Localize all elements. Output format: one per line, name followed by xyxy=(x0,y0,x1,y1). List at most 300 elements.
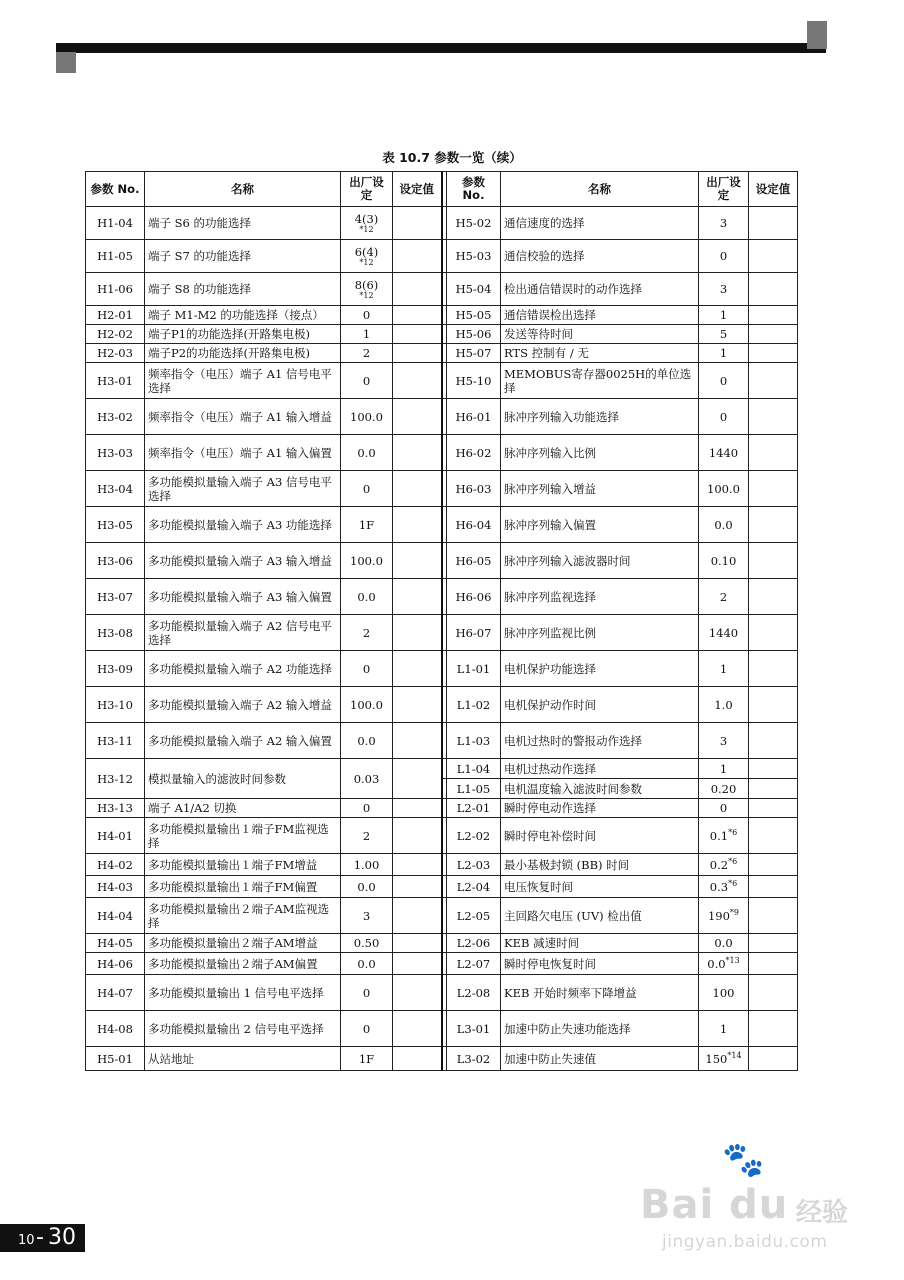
default-value: 0 xyxy=(719,801,728,815)
param-no: H1-04 xyxy=(86,207,145,240)
default-cell xyxy=(699,435,749,471)
param-name: 多功能模拟量输入端子 A2 信号电平选择 xyxy=(145,615,341,651)
setting-cell xyxy=(393,759,442,799)
default-value: 1 xyxy=(719,761,728,776)
param-name: 加速中防止失速功能选择 xyxy=(501,1011,699,1047)
param-name: 端子P1的功能选择(开路集电极) xyxy=(145,325,341,344)
param-name: 电机温度输入滤波时间参数 xyxy=(501,779,699,799)
setting-cell xyxy=(749,615,798,651)
param-no: L2-07 xyxy=(447,953,501,975)
param-name: 电压恢复时间 xyxy=(501,876,699,898)
param-name: 检出通信错误时的动作选择 xyxy=(501,273,699,306)
param-name: 多功能模拟量输入端子 A2 输入偏置 xyxy=(145,723,341,759)
table-row xyxy=(86,507,798,543)
setting-cell xyxy=(393,363,442,399)
param-name: 加速中防止失速值 xyxy=(501,1047,699,1071)
default-value: 0.0 xyxy=(707,956,726,971)
default-cell xyxy=(341,1047,393,1071)
setting-cell xyxy=(749,1047,798,1071)
param-name: 多功能模拟量输入端子 A3 信号电平选择 xyxy=(145,471,341,507)
footnote-mark: *12 xyxy=(359,225,374,234)
setting-cell xyxy=(393,615,442,651)
param-no: L2-05 xyxy=(447,898,501,934)
setting-cell xyxy=(749,543,798,579)
param-no: H5-07 xyxy=(447,344,501,363)
baidu-jingyan-watermark xyxy=(640,1140,870,1265)
default-cell xyxy=(341,363,393,399)
setting-cell xyxy=(749,507,798,543)
param-no: H4-08 xyxy=(86,1011,145,1047)
default-cell xyxy=(699,325,749,344)
header-name: 名称 xyxy=(145,172,341,207)
default-cell xyxy=(699,687,749,723)
setting-cell xyxy=(393,399,442,435)
default-cell xyxy=(699,934,749,953)
default-cell xyxy=(699,306,749,325)
param-no: H3-10 xyxy=(86,687,145,723)
default-value: 150 xyxy=(705,1051,728,1066)
param-no: H3-03 xyxy=(86,435,145,471)
table-caption: 表 10.7 参数一览（续） xyxy=(382,150,522,165)
setting-cell xyxy=(749,953,798,975)
setting-cell xyxy=(749,975,798,1011)
table-row xyxy=(86,876,798,898)
default-value: 0 xyxy=(362,308,371,322)
param-name: 多功能模拟量输入端子 A3 功能选择 xyxy=(145,507,341,543)
page-number-badge xyxy=(0,1224,85,1252)
footnote-mark: *6 xyxy=(728,827,738,837)
param-no: L2-02 xyxy=(447,818,501,854)
default-value: 100.0 xyxy=(350,409,383,424)
default-cell xyxy=(341,934,393,953)
setting-cell xyxy=(749,344,798,363)
table-row xyxy=(86,615,798,651)
param-no: L1-05 xyxy=(447,779,501,799)
param-name: 脉冲序列输入偏置 xyxy=(501,507,699,543)
default-value: 190 xyxy=(707,908,730,923)
param-no: H2-02 xyxy=(86,325,145,344)
header-rule xyxy=(56,43,826,53)
param-name: 瞬时停电补偿时间 xyxy=(501,818,699,854)
page-dash: - xyxy=(36,1225,44,1250)
default-cell xyxy=(699,344,749,363)
table-row xyxy=(86,723,798,759)
setting-cell xyxy=(749,471,798,507)
default-cell xyxy=(341,399,393,435)
setting-cell xyxy=(749,854,798,876)
default-cell xyxy=(699,953,749,975)
setting-cell xyxy=(749,759,798,779)
default-cell xyxy=(341,687,393,723)
default-cell xyxy=(341,325,393,344)
header-setting: 设定值 xyxy=(393,172,442,207)
param-no: H6-03 xyxy=(447,471,501,507)
table-row xyxy=(86,471,798,507)
default-cell xyxy=(699,723,749,759)
param-name: 多功能模拟量输出１端子FM增益 xyxy=(145,854,341,876)
setting-cell xyxy=(749,876,798,898)
footnote-mark: *6 xyxy=(728,856,738,866)
default-cell xyxy=(699,363,749,399)
param-no: H5-02 xyxy=(447,207,501,240)
default-value: 0 xyxy=(719,373,728,388)
default-cell xyxy=(699,818,749,854)
param-no: L3-01 xyxy=(447,1011,501,1047)
setting-cell xyxy=(393,325,442,344)
setting-cell xyxy=(393,507,442,543)
param-no: L2-03 xyxy=(447,854,501,876)
default-cell xyxy=(341,975,393,1011)
watermark-url: jingyan.baidu.com xyxy=(662,1232,828,1252)
default-cell xyxy=(699,240,749,273)
default-cell xyxy=(699,1011,749,1047)
default-value: 2 xyxy=(719,589,728,604)
table-row xyxy=(86,579,798,615)
setting-cell xyxy=(749,399,798,435)
setting-cell xyxy=(393,471,442,507)
param-name: 脉冲序列监视比例 xyxy=(501,615,699,651)
footnote-mark: *12 xyxy=(359,258,374,267)
setting-cell xyxy=(393,306,442,325)
default-value: 1 xyxy=(719,661,728,676)
corner-marker-right xyxy=(807,21,827,49)
param-name: 端子 S6 的功能选择 xyxy=(145,207,341,240)
param-name: 多功能模拟量输入端子 A3 输入增益 xyxy=(145,543,341,579)
default-value: 2 xyxy=(362,346,371,360)
default-value: 0.10 xyxy=(710,553,737,568)
param-no: H4-05 xyxy=(86,934,145,953)
default-cell xyxy=(341,344,393,363)
setting-cell xyxy=(393,207,442,240)
default-value: 0 xyxy=(362,985,371,1000)
param-no: H3-02 xyxy=(86,399,145,435)
setting-cell xyxy=(393,240,442,273)
param-no: H4-06 xyxy=(86,953,145,975)
default-cell xyxy=(699,759,749,779)
default-value: 0.3 xyxy=(709,879,729,894)
table-row xyxy=(86,759,798,779)
param-name: 端子 S8 的功能选择 xyxy=(145,273,341,306)
default-value: 0 xyxy=(362,481,371,496)
default-value: 2 xyxy=(362,828,371,843)
table-row xyxy=(86,543,798,579)
param-name: 多功能模拟量输出２端子AM偏置 xyxy=(145,953,341,975)
default-cell xyxy=(341,854,393,876)
setting-cell xyxy=(393,687,442,723)
param-no: H3-13 xyxy=(86,799,145,818)
table-body xyxy=(86,207,798,1071)
default-cell xyxy=(699,399,749,435)
default-value: 1 xyxy=(719,308,728,322)
default-cell xyxy=(699,1047,749,1071)
table-row xyxy=(86,363,798,399)
setting-cell xyxy=(393,344,442,363)
param-no: H3-08 xyxy=(86,615,145,651)
table-row xyxy=(86,799,798,818)
param-no: L2-06 xyxy=(447,934,501,953)
default-cell xyxy=(699,543,749,579)
header-default: 出厂设定 xyxy=(699,172,749,207)
setting-cell xyxy=(393,435,442,471)
setting-cell xyxy=(393,876,442,898)
setting-cell xyxy=(749,1011,798,1047)
default-value: 0.1 xyxy=(709,828,729,843)
default-value: 5 xyxy=(719,327,728,341)
param-no: H1-06 xyxy=(86,273,145,306)
param-name: 瞬时停电动作选择 xyxy=(501,799,699,818)
default-value: 3 xyxy=(719,216,728,230)
table-row xyxy=(86,651,798,687)
default-value: 8(6) xyxy=(354,278,379,292)
setting-cell xyxy=(393,1047,442,1071)
default-value: 100.0 xyxy=(350,553,383,568)
setting-cell xyxy=(393,579,442,615)
table-row xyxy=(86,273,798,306)
default-value: 2 xyxy=(362,625,371,640)
setting-cell xyxy=(393,953,442,975)
default-cell xyxy=(699,651,749,687)
default-cell xyxy=(341,1011,393,1047)
default-cell xyxy=(341,759,393,799)
param-no: H5-04 xyxy=(447,273,501,306)
param-name: 多功能模拟量输出１端子FM监视选择 xyxy=(145,818,341,854)
table-row xyxy=(86,975,798,1011)
param-no: H5-05 xyxy=(447,306,501,325)
param-no: H6-02 xyxy=(447,435,501,471)
default-value: 100.0 xyxy=(707,481,740,496)
param-name: KEB 减速时间 xyxy=(501,934,699,953)
default-cell xyxy=(699,207,749,240)
param-name: 多功能模拟量输入端子 A2 输入增益 xyxy=(145,687,341,723)
default-value: 1F xyxy=(358,1051,375,1066)
param-name: 多功能模拟量输出２端子AM监视选择 xyxy=(145,898,341,934)
default-cell xyxy=(341,799,393,818)
default-value: 1440 xyxy=(708,625,739,640)
setting-cell xyxy=(749,898,798,934)
param-name: 从站地址 xyxy=(145,1047,341,1071)
setting-cell xyxy=(393,854,442,876)
default-value: 6(4) xyxy=(354,245,379,259)
param-no: H3-06 xyxy=(86,543,145,579)
param-name: 电机保护功能选择 xyxy=(501,651,699,687)
default-cell xyxy=(699,854,749,876)
default-value: 1 xyxy=(362,327,371,341)
param-name: 脉冲序列输入滤波器时间 xyxy=(501,543,699,579)
default-value: 1 xyxy=(719,1021,728,1036)
setting-cell xyxy=(393,934,442,953)
default-cell xyxy=(699,975,749,1011)
param-name: 最小基极封锁 (BB) 时间 xyxy=(501,854,699,876)
setting-cell xyxy=(749,363,798,399)
default-cell xyxy=(699,898,749,934)
param-no: L2-01 xyxy=(447,799,501,818)
param-no: L1-03 xyxy=(447,723,501,759)
param-no: H5-06 xyxy=(447,325,501,344)
param-name: 通信校验的选择 xyxy=(501,240,699,273)
param-name: 多功能模拟量输入端子 A3 输入偏置 xyxy=(145,579,341,615)
setting-cell xyxy=(393,651,442,687)
header-default: 出厂设定 xyxy=(341,172,393,207)
param-name: 模拟量输入的滤波时间参数 xyxy=(145,759,341,799)
param-no: H5-01 xyxy=(86,1047,145,1071)
default-cell xyxy=(341,898,393,934)
table-row xyxy=(86,687,798,723)
param-name: 多功能模拟量输入端子 A2 功能选择 xyxy=(145,651,341,687)
default-value: 0.0 xyxy=(357,956,376,971)
default-cell xyxy=(699,579,749,615)
param-name: 频率指令（电压）端子 A1 输入增益 xyxy=(145,399,341,435)
param-name: 频率指令（电压）端子 A1 输入偏置 xyxy=(145,435,341,471)
param-name: 端子 M1-M2 的功能选择（接点） xyxy=(145,306,341,325)
param-name: 端子 S7 的功能选择 xyxy=(145,240,341,273)
footnote-mark: *13 xyxy=(725,955,740,965)
default-cell xyxy=(699,779,749,799)
setting-cell xyxy=(393,273,442,306)
table-row xyxy=(86,435,798,471)
setting-cell xyxy=(749,687,798,723)
table-row xyxy=(86,934,798,953)
table-row xyxy=(86,1047,798,1071)
default-cell xyxy=(341,306,393,325)
param-name: 脉冲序列输入比例 xyxy=(501,435,699,471)
setting-cell xyxy=(749,818,798,854)
default-cell xyxy=(699,615,749,651)
default-value: 0.0 xyxy=(714,517,733,532)
param-name: 端子P2的功能选择(开路集电极) xyxy=(145,344,341,363)
param-name: 频率指令（电压）端子 A1 信号电平选择 xyxy=(145,363,341,399)
default-cell xyxy=(699,273,749,306)
param-no: H6-07 xyxy=(447,615,501,651)
default-cell xyxy=(341,818,393,854)
setting-cell xyxy=(749,579,798,615)
default-value: 0.2 xyxy=(709,857,729,872)
param-name: 脉冲序列输入功能选择 xyxy=(501,399,699,435)
default-cell xyxy=(341,507,393,543)
default-cell xyxy=(699,471,749,507)
header-setting: 设定值 xyxy=(749,172,798,207)
default-value: 0.0 xyxy=(357,445,376,460)
param-no: H3-01 xyxy=(86,363,145,399)
default-value: 3 xyxy=(719,282,728,296)
table-row xyxy=(86,240,798,273)
param-name: 多功能模拟量输出 1 信号电平选择 xyxy=(145,975,341,1011)
default-value: 0.0 xyxy=(357,733,376,748)
watermark-brand: Bai du xyxy=(640,1182,789,1228)
table-row xyxy=(86,207,798,240)
param-no: H3-07 xyxy=(86,579,145,615)
param-no: L1-01 xyxy=(447,651,501,687)
param-name: 电机过热动作选择 xyxy=(501,759,699,779)
setting-cell xyxy=(393,723,442,759)
default-value: 0.20 xyxy=(710,781,737,796)
default-value: 0.0 xyxy=(714,936,733,950)
setting-cell xyxy=(749,723,798,759)
default-value: 100.0 xyxy=(350,697,383,712)
default-cell xyxy=(341,953,393,975)
default-value: 0 xyxy=(719,249,728,263)
param-no: L1-02 xyxy=(447,687,501,723)
setting-cell xyxy=(393,975,442,1011)
footnote-mark: *12 xyxy=(359,291,374,300)
setting-cell xyxy=(393,898,442,934)
default-value: 3 xyxy=(719,733,728,748)
setting-cell xyxy=(749,273,798,306)
param-no: H4-04 xyxy=(86,898,145,934)
param-no: H1-05 xyxy=(86,240,145,273)
table-row xyxy=(86,953,798,975)
setting-cell xyxy=(749,325,798,344)
setting-cell xyxy=(749,651,798,687)
param-no: H3-04 xyxy=(86,471,145,507)
page-chapter: 10 xyxy=(18,1233,35,1248)
param-no: H6-06 xyxy=(447,579,501,615)
param-no: H3-05 xyxy=(86,507,145,543)
default-value: 1F xyxy=(358,517,375,532)
param-name: 多功能模拟量输出２端子AM增益 xyxy=(145,934,341,953)
setting-cell xyxy=(749,306,798,325)
param-name: 主回路欠电压 (UV) 检出值 xyxy=(501,898,699,934)
param-no: H6-01 xyxy=(447,399,501,435)
default-cell xyxy=(341,273,393,306)
footnote-mark: *14 xyxy=(727,1050,742,1060)
table-row xyxy=(86,854,798,876)
table-row xyxy=(86,344,798,363)
param-name: RTS 控制有 / 无 xyxy=(501,344,699,363)
default-value: 0.50 xyxy=(353,936,380,950)
default-cell xyxy=(341,579,393,615)
default-value: 0 xyxy=(362,661,371,676)
table-row xyxy=(86,306,798,325)
param-no: H3-12 xyxy=(86,759,145,799)
default-value: 0 xyxy=(362,801,371,815)
param-name: 通信错误检出选择 xyxy=(501,306,699,325)
default-value: 1.0 xyxy=(714,697,733,712)
setting-cell xyxy=(393,799,442,818)
table-row xyxy=(86,818,798,854)
param-no: H4-02 xyxy=(86,854,145,876)
default-cell xyxy=(341,876,393,898)
setting-cell xyxy=(749,435,798,471)
param-no: H6-05 xyxy=(447,543,501,579)
param-no: H2-01 xyxy=(86,306,145,325)
param-name: 多功能模拟量输出 2 信号电平选择 xyxy=(145,1011,341,1047)
param-no: H4-03 xyxy=(86,876,145,898)
param-no: L2-08 xyxy=(447,975,501,1011)
default-value: 0.0 xyxy=(357,879,376,894)
paw-logo-icon: 🐾 xyxy=(722,1140,765,1180)
param-name: KEB 开始时频率下降增益 xyxy=(501,975,699,1011)
default-cell xyxy=(341,207,393,240)
table-row xyxy=(86,325,798,344)
param-name: 通信速度的选择 xyxy=(501,207,699,240)
default-cell xyxy=(699,799,749,818)
default-value: 0.0 xyxy=(357,589,376,604)
param-no: H5-03 xyxy=(447,240,501,273)
table-row xyxy=(86,898,798,934)
param-no: L3-02 xyxy=(447,1047,501,1071)
default-cell xyxy=(341,471,393,507)
table-row xyxy=(86,399,798,435)
param-name: 多功能模拟量输出１端子FM偏置 xyxy=(145,876,341,898)
param-no: H3-09 xyxy=(86,651,145,687)
header-name: 名称 xyxy=(501,172,699,207)
footnote-mark: *9 xyxy=(729,907,740,917)
setting-cell xyxy=(393,543,442,579)
default-value: 0 xyxy=(362,1021,371,1036)
default-value: 1.00 xyxy=(353,857,380,872)
default-value: 4(3) xyxy=(354,212,379,226)
header-param-no: 参数 No. xyxy=(447,172,501,207)
